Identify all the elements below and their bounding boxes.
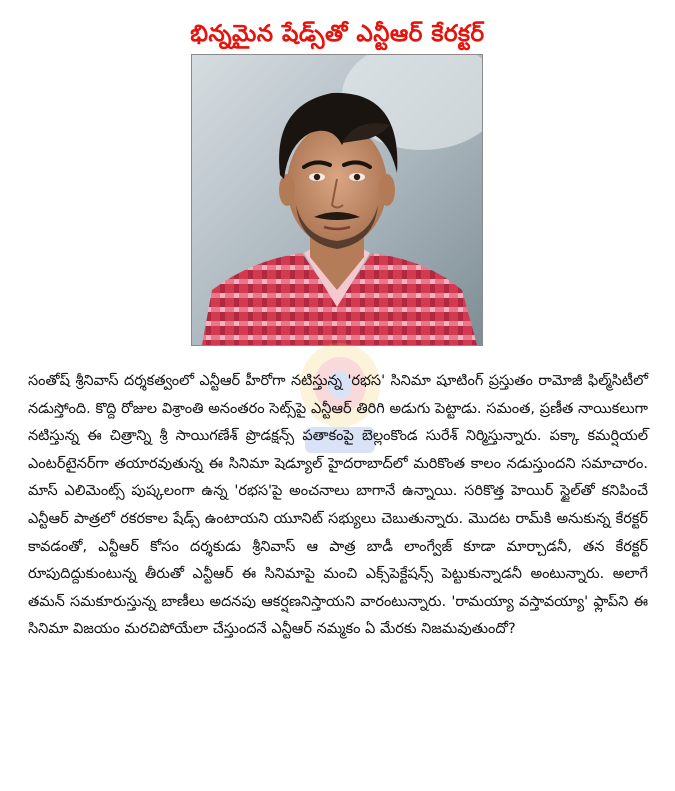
headline: భిన్నమైన షేడ్స్‌తో ఎన్టీఆర్ కేరక్టర్	[190, 21, 485, 48]
actor-portrait-photo	[192, 55, 482, 345]
article-photo	[191, 54, 483, 346]
article-body: సంతోష్ శ్రీనివాస్ దర్శకత్వంలో ఎన్టీఆర్ హీరోగా నటిస్తున్న 'రభస' సినిమా షూటింగ్ ప్రస్తుతం రామోజీ ఫిల్మ్‌సిటీలో నడుస్తోంది. కొద్ది రోజుల విశ్రాంతి అనంతరం సెట్స్‌పై ఎన్టీఆర్ తిరిగి అడుగు పెట్టాడు. సమంత, ప్రణీత నాయికలుగా నటిస్తున్న ఈ చిత్రాన్ని శ్రీ సాయిగణేశ్ ప్రొడక్షన్స్ పతాకంపై బెల్లంకొండ సురేశ్ నిర్మిస్తున్నారు. పక్కా కమర్షియల్ ఎంటర్‌టైనర్‌గా తయారవుతున్న ఈ సినిమా షెడ్యూల్ హైదరాబాద్‌లో మరికొంత కాలం నడుస్తుందని సమాచారం. మాస్ ఎలిమెంట్స్ పుష్కలంగా ఉన్న 'రభస'పై అంచనాలు బాగానే ఉన్నాయి. సరికొత్త హెయిర్ స్టైల్‌తో కనిపించే ఎన్టీఆర్ పాత్రలో రకరకాల షేడ్స్ ఉంటాయని యూనిట్ సభ్యులు చెబుతున్నారు. మొదట రామ్‌కి అనుకున్న కేరక్టర్ కావడంతో, ఎన్టీఆర్ కోసం దర్శకుడు శ్రీనివాస్ ఆ పాత్ర బాడీ లాంగ్వేజ్ కూడా మార్చాడనీ, తన కేరక్టర్ రూపుదిద్దుకుంటున్న తీరుతో ఎన్టీఆర్ ఈ సినిమాపై మంచి ఎక్స్‌పెక్టేషన్స్ పెట్టుకున్నాడనీ అంటున్నారు. అలాగే తమన్ సమకూరుస్తున్న బాణీలు అదనపు ఆకర్షణనిస్తాయని వారంటున్నారు. 'రామయ్యా వస్తావయ్యా' ఫ్లాప్‌ని ఈ సినిమా విజయం మరచిపోయేలా చేస్తుందనే ఎన్టీఆర్ నమ్మకం ఏ మేరకు నిజమవుతుందో?	[28, 373, 648, 638]
